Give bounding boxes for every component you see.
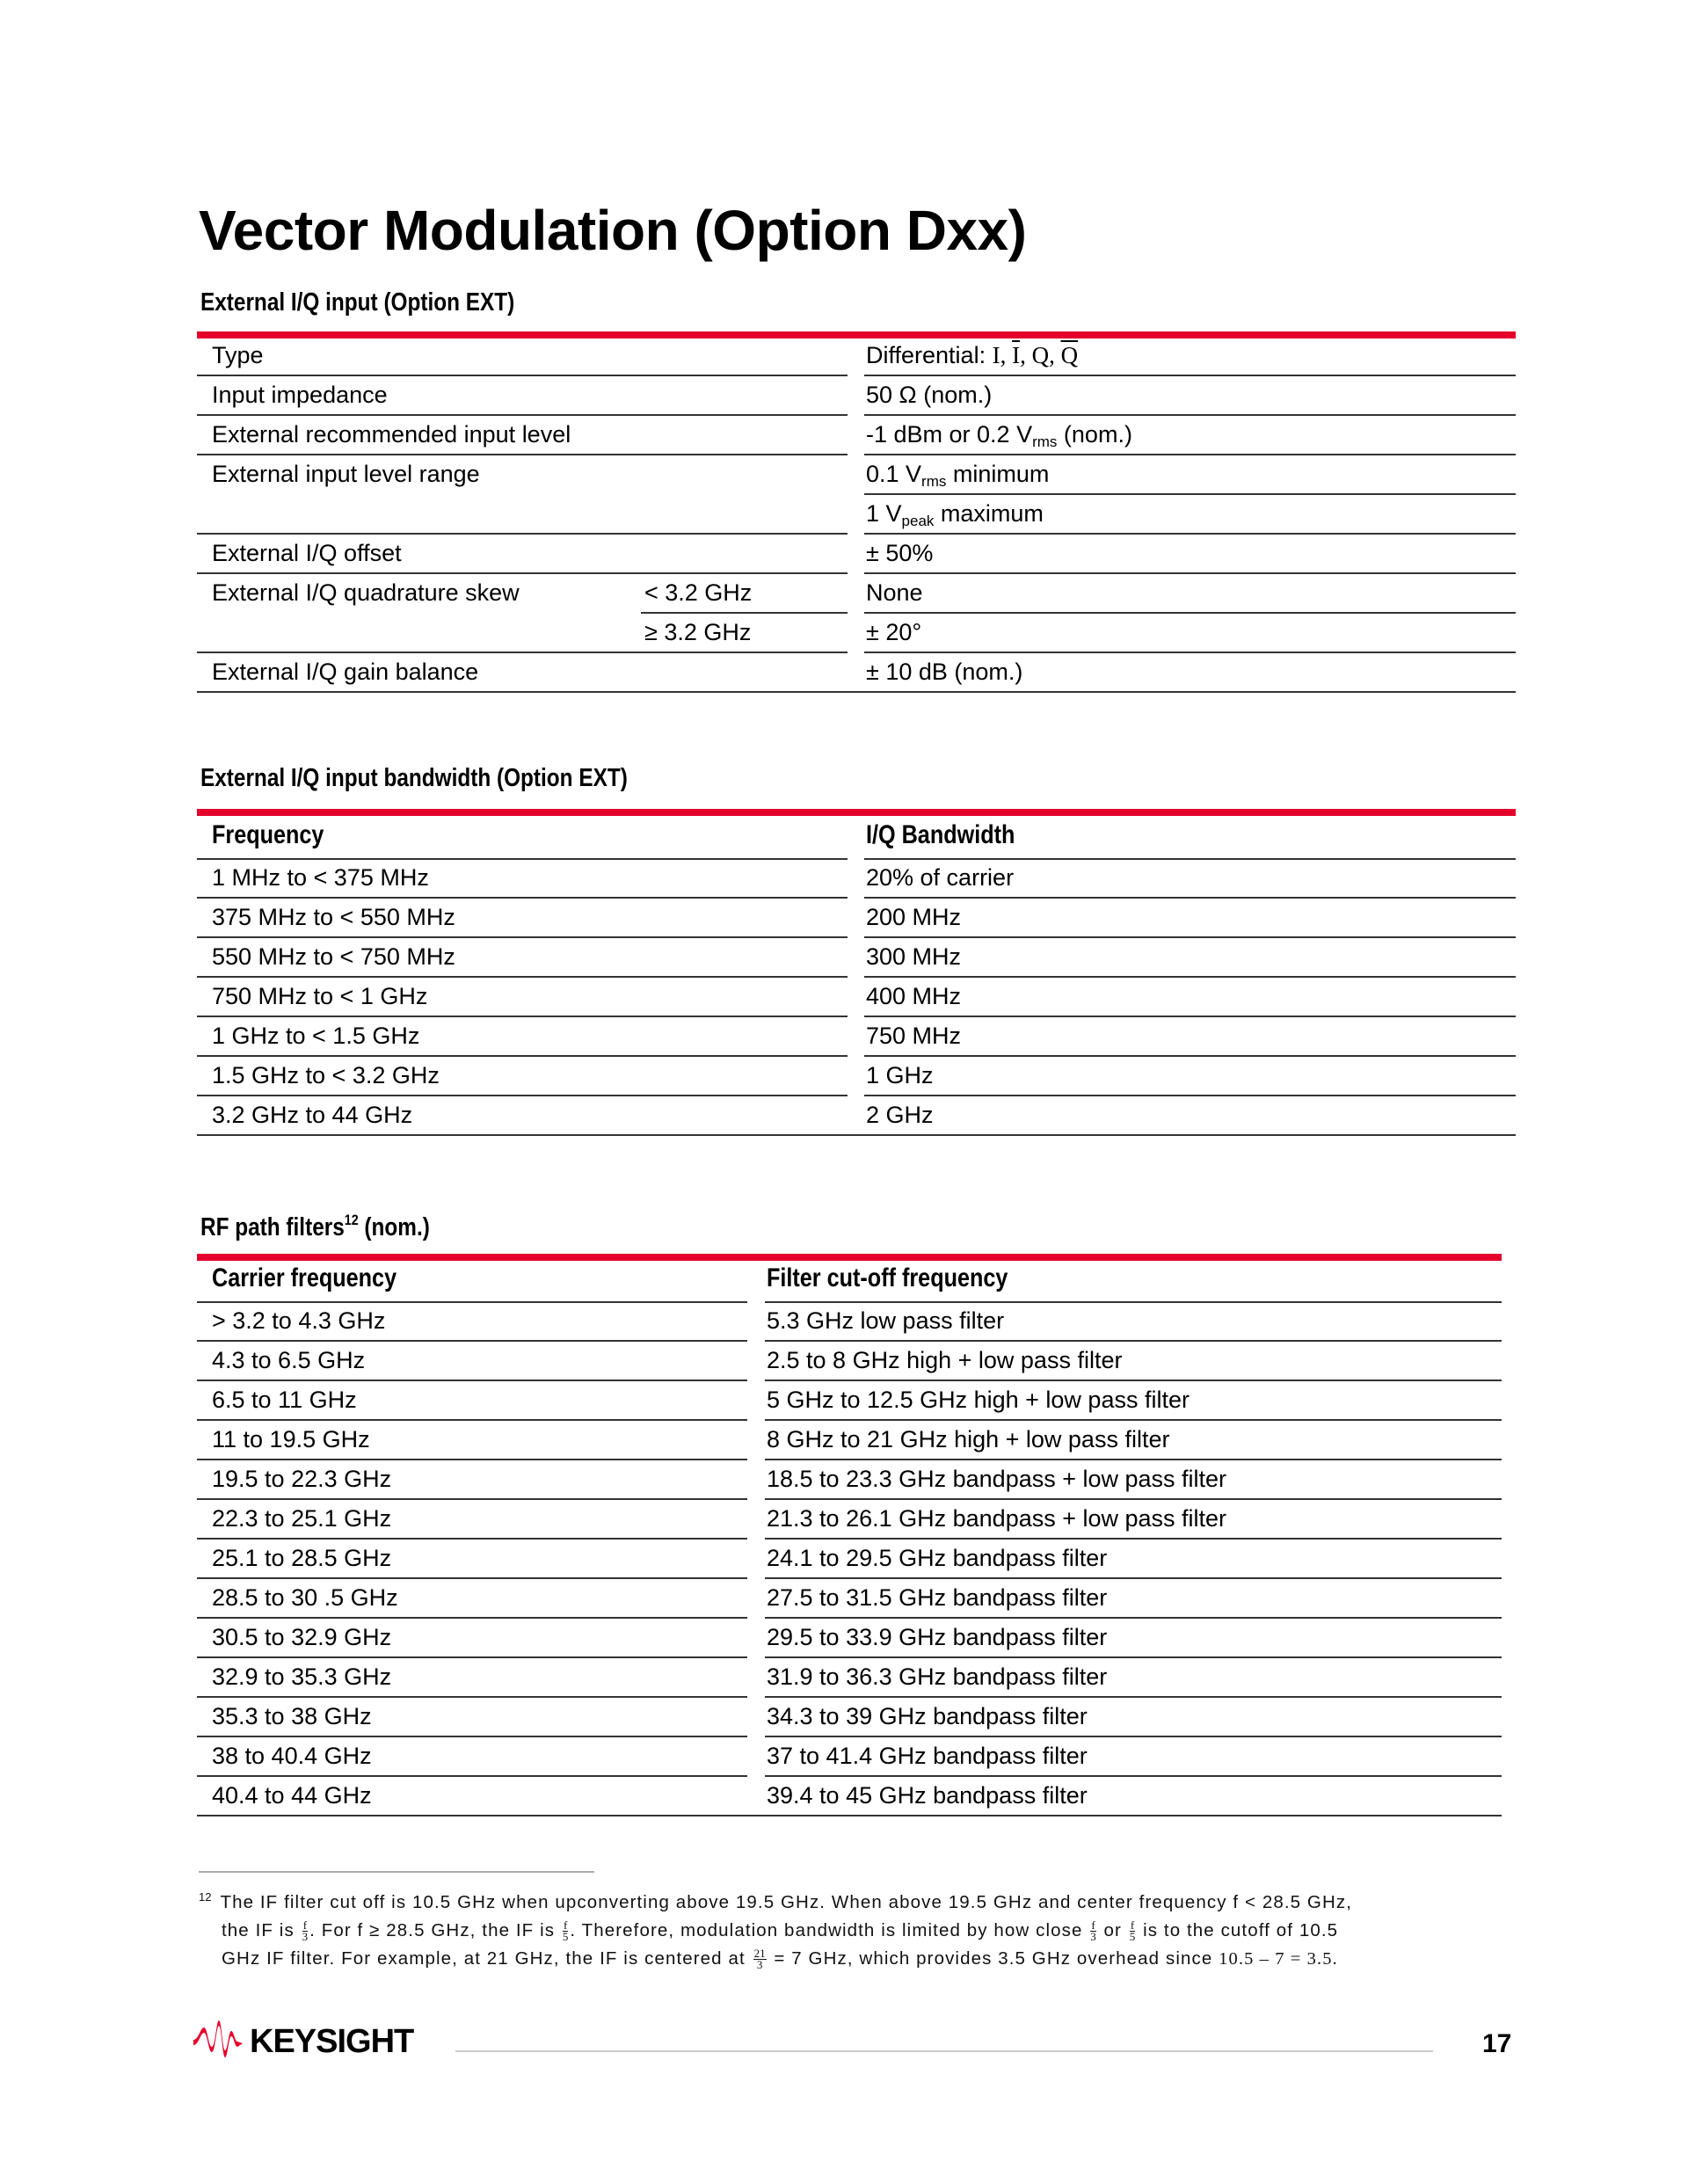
table-cell: 38 to 40.4 GHz [212, 1743, 372, 1769]
footnote-line-2: the IF is $\frac{f}{3}$ . For f ≥ 28.5 GHz, the IF is $\frac{f}{5}$ . Therefore, modulation bandwidth is limited by how close $\frac{f}{3}$ or $\frac{f}{5}$ is to the cutoff of 10.5 [222, 1918, 1339, 1944]
brand-name: KEYSIGHT [250, 2022, 414, 2060]
row-value: ± 50% [866, 540, 934, 566]
row-label: External input level range [212, 461, 480, 487]
table-cell: 200 MHz [866, 904, 962, 930]
table-cell: 1 GHz [866, 1062, 934, 1088]
table-cell: 2.5 to 8 GHz high + low pass filter [767, 1347, 1123, 1373]
table-cell: 27.5 to 31.5 GHz bandpass filter [767, 1584, 1108, 1611]
table-cell: 400 MHz [866, 983, 962, 1009]
table-cell: 18.5 to 23.3 GHz bandpass + low pass filter [767, 1466, 1227, 1492]
section-title-ext-iq-input: External I/Q input (Option EXT) [200, 288, 515, 317]
table-cell: 21.3 to 26.1 GHz bandpass + low pass filter [767, 1505, 1227, 1532]
column-header-frequency: Frequency [212, 820, 324, 849]
table-cell: 375 MHz to < 550 MHz [212, 904, 455, 930]
table-cell: 30.5 to 32.9 GHz [212, 1624, 392, 1650]
row-label: Type [212, 342, 264, 368]
row-value: 1 $V_{peak}$ maximum [866, 500, 1044, 529]
table-cell: 3.2 GHz to 44 GHz [212, 1102, 413, 1128]
fraction-f-over-3: $\frac{f}{3}$ [302, 1918, 309, 1944]
row-divider [864, 1016, 1516, 1017]
table-cell: 39.4 to 45 GHz bandpass filter [767, 1782, 1088, 1809]
fraction-f-over-5: $\frac{f}{5}$ [1129, 1918, 1136, 1944]
section-title-ext-iq-bandwidth: External I/Q input bandwidth (Option EXT) [200, 764, 628, 792]
table-cell: 5.3 GHz low pass filter [767, 1307, 1005, 1334]
table-cell: 20% of carrier [866, 864, 1015, 891]
row-divider [864, 612, 1516, 614]
table-cell: 4.3 to 6.5 GHz [212, 1347, 366, 1373]
row-divider [864, 976, 1516, 978]
row-value: Differential: I, $\overline{I}$, Q, $\overline{Q}$ [866, 342, 1079, 368]
table-cell: 550 MHz to < 750 MHz [212, 943, 455, 970]
row-condition: ≥ 3.2 GHz [644, 619, 752, 645]
row-value: None [866, 579, 923, 606]
table-cell: 29.5 to 33.9 GHz bandpass filter [767, 1624, 1108, 1650]
row-value: ± 10 dB (nom.) [866, 659, 1023, 685]
footnote-ref[interactable]: 12 [344, 1212, 359, 1228]
fraction-21-over-3: $\frac{21}{3}$ [753, 1947, 766, 1972]
footnote-12 [199, 1883, 1500, 1973]
section-title-rf-path-filters: RF path filters$^{12}$ (nom.) [200, 1212, 430, 1241]
row-divider [864, 1095, 1516, 1096]
table-cell: 28.5 to 30 .5 GHz [212, 1584, 398, 1611]
footnote-line-1: $^{12}$ The IF filter cut off is 10.5 GHz when upconverting above 19.5 GHz. When above 19.5 GHz and center frequency f < 28.5 GHz, [199, 1890, 1353, 1912]
row-divider [864, 936, 1516, 938]
row-label: External I/Q offset [212, 540, 402, 566]
page-number: 17 [1482, 2029, 1512, 2058]
row-divider [864, 1055, 1516, 1057]
table-cell: 8 GHz to 21 GHz high + low pass filter [767, 1426, 1170, 1452]
row-label: External I/Q gain balance [212, 659, 479, 685]
table-cell: 750 MHz [866, 1023, 962, 1049]
table-bottom-rule [197, 691, 1516, 693]
row-divider [864, 897, 1516, 899]
row-label: External I/Q quadrature skew [212, 579, 520, 606]
table-cell: 1 GHz to < 1.5 GHz [212, 1023, 420, 1049]
row-value: 50 Ω (nom.) [866, 382, 993, 408]
column-header-iq-bandwidth: I/Q Bandwidth [866, 820, 1015, 849]
table-cell: 5 GHz to 12.5 GHz high + low pass filter [767, 1387, 1190, 1413]
footer-divider [455, 2050, 1433, 2052]
row-condition: < 3.2 GHz [644, 579, 753, 606]
page-title: Vector Modulation (Option Dxx) [199, 199, 1027, 262]
table-bottom-rule [197, 1134, 1516, 1136]
row-label: Input impedance [212, 382, 388, 408]
keysight-logo [192, 2020, 413, 2063]
row-value: 0.1 $V_{rms}$ minimum [866, 461, 1050, 490]
table-cell: > 3.2 to 4.3 GHz [212, 1307, 386, 1334]
table-header-bar [197, 331, 1516, 339]
column-header-carrier-frequency: Carrier frequency [212, 1263, 397, 1292]
fraction-f-over-3: $\frac{f}{3}$ [1090, 1918, 1096, 1944]
table-cell: 22.3 to 25.1 GHz [212, 1505, 392, 1532]
column-header-filter-cutoff: Filter cut-off frequency [767, 1263, 1008, 1292]
footnote-line-3: GHz IF filter. For example, at 21 GHz, the IF is centered at $\frac{21}{3}$ = 7 GHz, which provides 3.5 GHz overhead since 10.5 – 7 = 3.5. [222, 1947, 1338, 1972]
row-divider [864, 533, 1516, 535]
footnote-mark: 12 [199, 1890, 212, 1904]
table-cell: 32.9 to 35.3 GHz [212, 1663, 392, 1690]
table-cell: 31.9 to 36.3 GHz bandpass filter [767, 1663, 1108, 1690]
table-cell: 750 MHz to < 1 GHz [212, 983, 428, 1009]
keysight-wave-icon [192, 2020, 244, 2063]
table-cell: 25.1 to 28.5 GHz [212, 1545, 392, 1571]
table-cell: 11 to 19.5 GHz [212, 1426, 370, 1452]
table-cell: 34.3 to 39 GHz bandpass filter [767, 1703, 1088, 1729]
fraction-f-over-5: $\frac{f}{5}$ [562, 1918, 569, 1944]
table-cell: 37 to 41.4 GHz bandpass filter [767, 1743, 1088, 1769]
table-cell: 300 MHz [866, 943, 962, 970]
table-cell: 1 MHz to < 375 MHz [212, 864, 429, 891]
row-value: -1 dBm or 0.2 $V_{rms}$ (nom.) [866, 421, 1132, 450]
table-bottom-rule [197, 1815, 1502, 1816]
row-label: External recommended input level [212, 421, 571, 448]
table-cell: 6.5 to 11 GHz [212, 1387, 357, 1413]
row-divider [864, 572, 1516, 574]
row-value: ± 20° [866, 619, 922, 645]
table-cell: 40.4 to 44 GHz [212, 1782, 372, 1809]
footnote-separator [199, 1871, 594, 1873]
table-cell: 19.5 to 22.3 GHz [212, 1466, 392, 1492]
table-cell: 24.1 to 29.5 GHz bandpass filter [767, 1545, 1108, 1571]
table-cell: 35.3 to 38 GHz [212, 1703, 372, 1729]
table-cell: 1.5 GHz to < 3.2 GHz [212, 1062, 440, 1088]
table-header-bar [197, 809, 1516, 816]
table-cell: 2 GHz [866, 1102, 934, 1128]
iq-differential-math: I, $\overline{I}$, Q, $\overline{Q}$ [992, 342, 1079, 368]
